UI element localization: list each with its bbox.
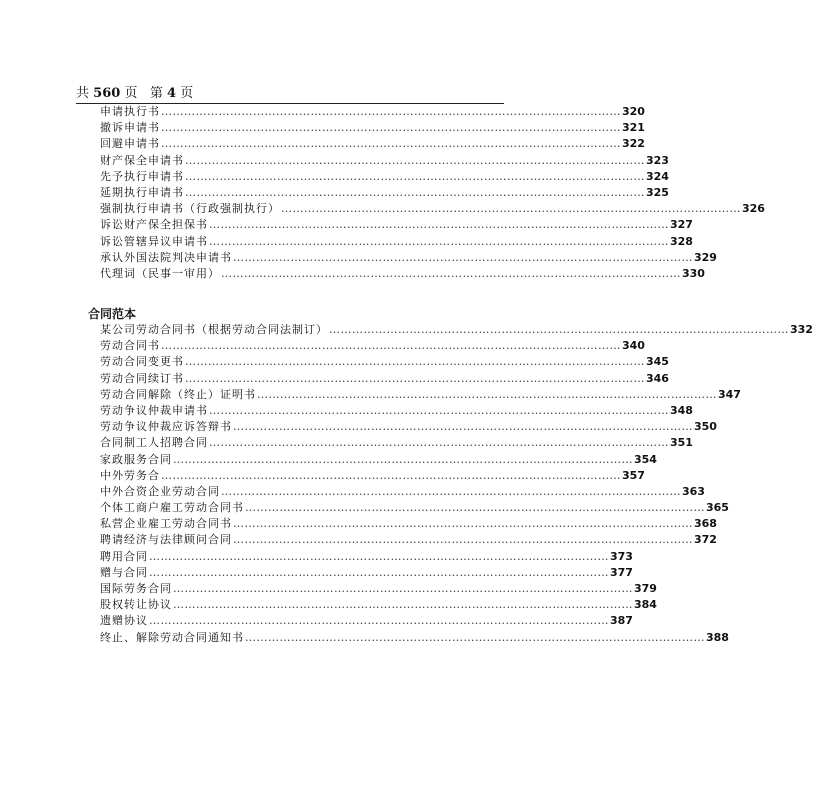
dot-leader: …………………………………………………………………………………………………………	[149, 614, 609, 628]
dot-leader: …………………………………………………………………………………………………………	[233, 517, 693, 531]
dot-leader: …………………………………………………………………………………………………………	[161, 121, 621, 135]
toc-entry-page: 377	[610, 565, 633, 579]
toc-entry[interactable]	[100, 419, 717, 435]
dot-leader: …………………………………………………………………………………………………………	[245, 630, 705, 644]
toc-entry-title: 劳动争议仲裁申请书	[100, 403, 208, 417]
dot-leader: …………………………………………………………………………………………………………	[209, 436, 669, 450]
toc-entry-page: 326	[742, 202, 765, 216]
current-suffix: 页	[180, 86, 194, 101]
toc-entry-title: 劳动合同解除（终止）证明书	[100, 387, 256, 401]
toc-entry-page: 328	[670, 234, 693, 248]
toc-entry-title: 中外劳务合	[100, 468, 160, 482]
dot-leader: …………………………………………………………………………………………………………	[161, 468, 621, 482]
toc-entry-page: 365	[706, 501, 729, 515]
total-suffix: 页	[124, 86, 138, 101]
toc-entry-page: 379	[634, 582, 657, 595]
toc-entry[interactable]	[100, 185, 669, 201]
toc-entry-title: 先予执行申请书	[100, 169, 184, 183]
toc-entry-page: 384	[634, 598, 657, 612]
toc-section-1	[100, 104, 765, 282]
toc-entry-title: 诉讼管辖异议申请书	[100, 234, 208, 248]
toc-entry[interactable]	[100, 597, 657, 613]
toc-entry[interactable]	[100, 500, 729, 516]
toc-entry[interactable]	[100, 371, 669, 387]
toc-entry-title: 个体工商户雇工劳动合同书	[100, 501, 244, 515]
dot-leader: …………………………………………………………………………………………………………	[233, 533, 693, 547]
toc-entry[interactable]	[100, 387, 741, 403]
dot-leader: …………………………………………………………………………………………………………	[173, 582, 633, 595]
dot-leader: …………………………………………………………………………………………………………	[209, 234, 669, 248]
dot-leader: …………………………………………………………………………………………………………	[185, 169, 645, 183]
toc-entry-title: 聘用合同	[100, 549, 148, 563]
toc-entry-page: 322	[622, 137, 645, 151]
dot-leader: …………………………………………………………………………………………………………	[173, 452, 633, 466]
dot-leader: …………………………………………………………………………………………………………	[185, 355, 645, 369]
toc-entry[interactable]	[100, 201, 765, 217]
toc-entry-title: 某公司劳动合同书（根据劳动合同法制订）	[100, 323, 328, 336]
toc-entry[interactable]	[100, 250, 717, 266]
toc-entry-title: 股权转让协议	[100, 598, 172, 612]
toc-entry-title: 代理词（民事一审用）	[100, 266, 220, 280]
toc-entry-title: 劳动合同书	[100, 339, 160, 353]
toc-entry-title: 申请执行书	[100, 105, 160, 118]
toc-entry-page: 373	[610, 549, 633, 563]
dot-leader: …………………………………………………………………………………………………………	[185, 185, 645, 199]
toc-entry-title: 延期执行申请书	[100, 185, 184, 199]
toc-entry-page: 345	[646, 355, 669, 369]
dot-leader: …………………………………………………………………………………………………………	[329, 323, 789, 336]
toc-entry-title: 家政服务合同	[100, 452, 172, 466]
toc-entry-title: 强制执行申请书（行政强制执行）	[100, 202, 280, 216]
toc-entry[interactable]	[100, 234, 693, 250]
toc-entry[interactable]	[100, 630, 729, 646]
toc-entry[interactable]	[100, 322, 813, 338]
current-page: 4	[167, 86, 177, 101]
toc-entry-page: 368	[694, 517, 717, 531]
toc-entry-title: 劳动合同续订书	[100, 371, 184, 385]
toc-entry-page: 347	[718, 387, 741, 401]
toc-entry-title: 赠与合同	[100, 565, 148, 579]
dot-leader: …………………………………………………………………………………………………………	[233, 250, 693, 264]
dot-leader: …………………………………………………………………………………………………………	[173, 598, 633, 612]
section-title: 合同范本	[88, 307, 137, 321]
current-prefix: 第	[149, 86, 163, 101]
toc-entry[interactable]	[100, 581, 657, 597]
toc-entry[interactable]	[100, 516, 717, 532]
dot-leader: …………………………………………………………………………………………………………	[161, 339, 621, 353]
toc-entry-title: 遗赠协议	[100, 614, 148, 628]
toc-entry-title: 中外合资企业劳动合同	[100, 484, 220, 498]
toc-entry-title: 聘请经济与法律顾问合同	[100, 533, 232, 547]
dot-leader: …………………………………………………………………………………………………………	[161, 105, 621, 118]
toc-entry-page: 350	[694, 420, 717, 434]
toc-section-2	[100, 322, 813, 646]
dot-leader: …………………………………………………………………………………………………………	[209, 403, 669, 417]
toc-entry-page: 329	[694, 250, 717, 264]
toc-entry[interactable]	[100, 452, 657, 468]
dot-leader: …………………………………………………………………………………………………………	[221, 266, 681, 280]
toc-entry-title: 合同制工人招聘合同	[100, 436, 208, 450]
dot-leader: …………………………………………………………………………………………………………	[185, 371, 645, 385]
dot-leader: …………………………………………………………………………………………………………	[185, 153, 645, 167]
toc-entry-page: 354	[634, 452, 657, 466]
toc-entry-title: 承认外国法院判决申请书	[100, 250, 232, 264]
toc-entry-page: 321	[622, 121, 645, 135]
toc-entry-page: 327	[670, 218, 693, 232]
dot-leader: …………………………………………………………………………………………………………	[233, 420, 693, 434]
toc-entry-page: 348	[670, 403, 693, 417]
toc-entry[interactable]	[100, 468, 645, 484]
toc-entry-page: 387	[610, 614, 633, 628]
toc-entry-page: 332	[790, 323, 813, 336]
toc-entry[interactable]	[100, 120, 645, 136]
total-pages: 560	[93, 86, 121, 101]
dot-leader: …………………………………………………………………………………………………………	[281, 202, 741, 216]
toc-entry-title: 私营企业雇工劳动合同书	[100, 517, 232, 531]
toc-entry[interactable]	[100, 136, 645, 152]
toc-entry-page: 351	[670, 436, 693, 450]
dot-leader: …………………………………………………………………………………………………………	[209, 218, 669, 232]
toc-entry[interactable]	[100, 104, 645, 120]
toc-entry[interactable]	[100, 266, 705, 282]
toc-entry-page: 320	[622, 105, 645, 118]
dot-leader: …………………………………………………………………………………………………………	[257, 387, 717, 401]
total-prefix: 共	[76, 86, 90, 101]
toc-entry[interactable]	[100, 403, 693, 419]
dot-leader: …………………………………………………………………………………………………………	[161, 137, 621, 151]
dot-leader: …………………………………………………………………………………………………………	[221, 484, 681, 498]
toc-entry-title: 终止、解除劳动合同通知书	[100, 630, 244, 644]
toc-entry-page: 372	[694, 533, 717, 547]
toc-entry-page: 388	[706, 630, 729, 644]
toc-entry[interactable]	[100, 153, 669, 169]
dot-leader: …………………………………………………………………………………………………………	[149, 549, 609, 563]
dot-leader: …………………………………………………………………………………………………………	[245, 501, 705, 515]
toc-entry[interactable]	[100, 565, 633, 581]
toc-entry[interactable]	[100, 435, 693, 451]
page-header	[76, 86, 193, 102]
toc-entry-title: 劳动争议仲裁应诉答辩书	[100, 420, 232, 434]
toc-entry-page: 323	[646, 153, 669, 167]
toc-entry-page: 357	[622, 468, 645, 482]
toc-entry-page: 325	[646, 185, 669, 199]
toc-entry-title: 诉讼财产保全担保书	[100, 218, 208, 232]
toc-entry[interactable]	[100, 532, 717, 548]
toc-entry[interactable]	[100, 484, 705, 500]
toc-entry[interactable]	[100, 613, 633, 629]
toc-entry-title: 撤诉申请书	[100, 121, 160, 135]
toc-entry-title: 回避申请书	[100, 137, 160, 151]
toc-entry-page: 340	[622, 339, 645, 353]
dot-leader: …………………………………………………………………………………………………………	[149, 565, 609, 579]
toc-entry-page: 363	[682, 484, 705, 498]
toc-entry[interactable]	[100, 338, 645, 354]
toc-entry-page: 324	[646, 169, 669, 183]
toc-entry-title: 国际劳务合同	[100, 582, 172, 595]
toc-entry-page: 346	[646, 371, 669, 385]
toc-entry[interactable]	[100, 169, 669, 185]
toc-entry[interactable]	[100, 354, 669, 370]
toc-entry[interactable]	[100, 217, 693, 233]
toc-entry-page: 330	[682, 266, 705, 280]
toc-entry[interactable]	[100, 549, 633, 565]
toc-entry-title: 劳动合同变更书	[100, 355, 184, 369]
toc-entry-title: 财产保全申请书	[100, 153, 184, 167]
